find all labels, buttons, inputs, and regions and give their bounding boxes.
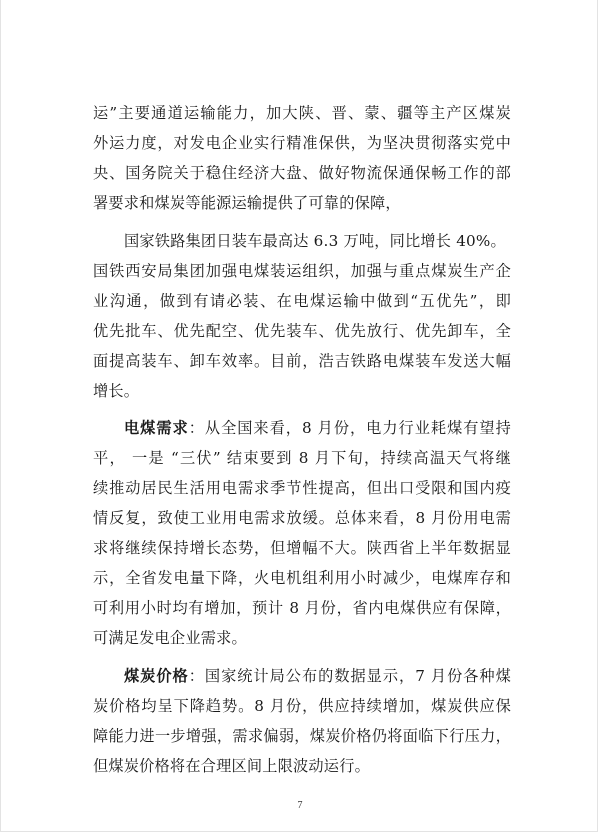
text-line: 障能力进一步增强，需求偏弱，煤炭价格仍将面临下行压力， bbox=[93, 727, 511, 745]
price-paragraph-first-line bbox=[124, 663, 511, 689]
demand-first-line-text: ：从全国来看，8 月份，电力行业耗煤有望持 bbox=[188, 419, 511, 437]
text-line: 外运力度，对发电企业实行精准保供，为坚决贯彻落实党中 bbox=[93, 134, 511, 152]
text-line: 国家铁路集团日装车最高达 6.3 万吨，同比增长 40%。 bbox=[124, 232, 506, 250]
price-first-line-text: ：国家统计局公布的数据显示，7 月份各种煤 bbox=[188, 667, 511, 685]
text-line: 续推动居民生活用电需求季节性提高，但出口受限和国内疫 bbox=[93, 479, 511, 497]
text-line: 国铁西安局集团加强电煤装运组织，加强与重点煤炭生产企 bbox=[93, 262, 511, 280]
text-line: 平， 一是 “三伏” 结束要到 8 月下旬，持续高温天气将继 bbox=[93, 449, 511, 467]
text-line: 署要求和煤炭等能源运输提供了可靠的保障， bbox=[93, 194, 401, 212]
text-line: 情反复，致使工业用电需求放缓。总体来看，8 月份用电需 bbox=[93, 509, 511, 527]
text-line: 央、国务院关于稳住经济大盘、做好物流保通保畅工作的部 bbox=[93, 164, 511, 182]
text-line: 运”主要通道运输能力，加大陕、晋、蒙、疆等主产区煤炭 bbox=[93, 104, 511, 122]
text-line: 示，全省发电量下降，火电机组利用小时减少，电煤库存和 bbox=[93, 569, 511, 587]
text-line: 求将继续保持增长态势，但增幅不大。陕西省上半年数据显 bbox=[93, 539, 511, 557]
text-line: 可利用小时均有增加，预计 8 月份，省内电煤供应有保障， bbox=[93, 599, 511, 617]
demand-heading: 电煤需求 bbox=[124, 419, 189, 437]
text-line: 优先批车、优先配空、优先装车、优先放行、优先卸车，全 bbox=[93, 322, 511, 340]
text-line: 炭价格均呈下降趋势。8 月份，供应持续增加，煤炭供应保 bbox=[93, 697, 511, 715]
page-number: 7 bbox=[297, 800, 303, 811]
text-line: 增长。 bbox=[93, 382, 140, 400]
price-heading: 煤炭价格 bbox=[124, 667, 189, 685]
text-line: 但煤炭价格将在合理区间上限波动运行。 bbox=[93, 757, 370, 775]
demand-paragraph-first-line bbox=[124, 415, 511, 441]
text-line: 面提高装车、卸车效率。目前，浩吉铁路电煤装车发送大幅 bbox=[93, 352, 511, 370]
text-line: 业沟通，做到有请必装、在电煤运输中做到“五优先”，即 bbox=[93, 292, 511, 310]
text-line: 可满足发电企业需求。 bbox=[93, 629, 247, 647]
